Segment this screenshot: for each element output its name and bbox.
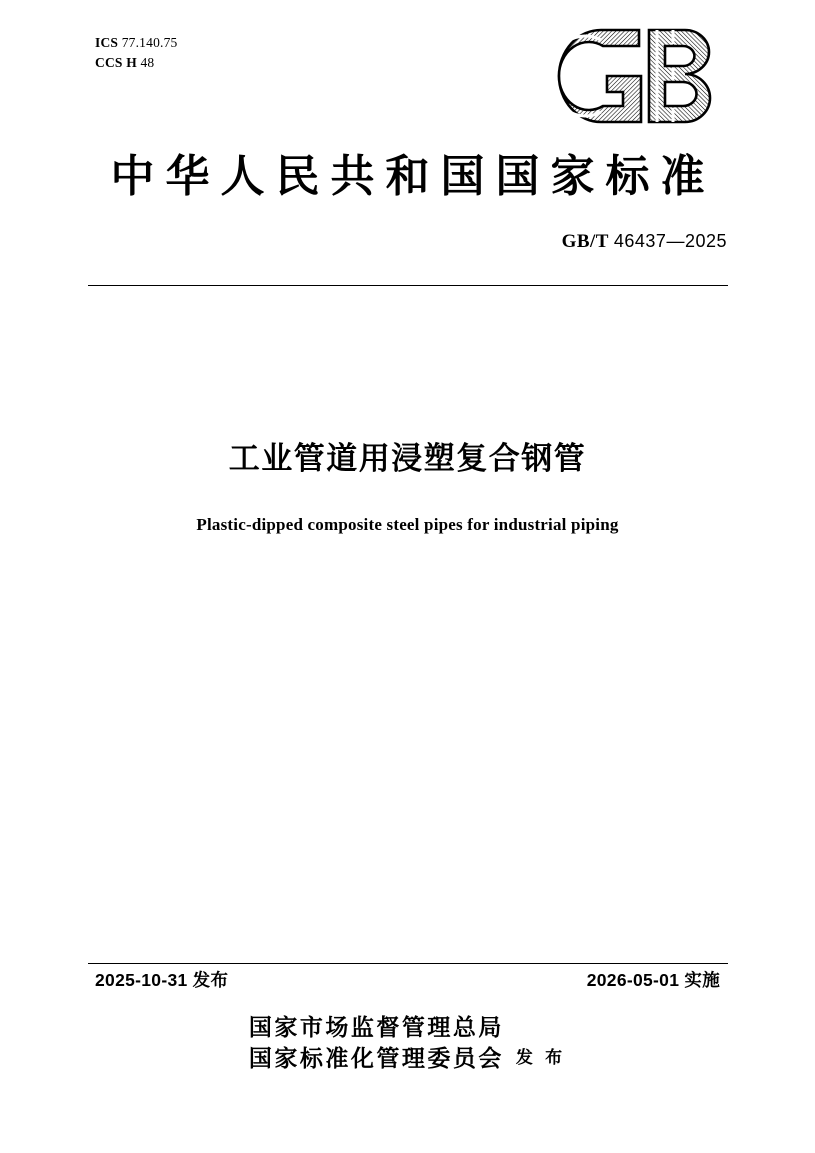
divider-bottom	[88, 963, 728, 964]
divider-top	[88, 285, 728, 286]
ccs-value: 48	[140, 54, 155, 70]
ccs-code-line	[95, 53, 178, 73]
document-title-chinese: 工业管道用浸塑复合钢管	[228, 441, 587, 476]
publish-label: 发 布	[515, 1048, 567, 1068]
classification-codes	[95, 33, 178, 72]
ics-label: ICS	[95, 35, 119, 50]
issuer-names	[249, 1012, 504, 1074]
standard-number-value: 46437—2025	[613, 231, 727, 251]
document-title-english: Plastic-dipped composite steel pipes for industrial piping	[196, 515, 619, 534]
standard-number-prefix: GB/T	[561, 231, 609, 252]
issuer-line-2: 国家标准化管理委员会	[248, 1046, 504, 1072]
standard-number	[562, 231, 727, 253]
ics-code-line	[95, 33, 178, 53]
ccs-class: H	[126, 54, 137, 70]
ics-value: 77.140.75	[121, 35, 178, 50]
issuer-line-1: 国家市场监督管理总局	[248, 1015, 504, 1040]
page-title: 中华人民共和国国家标准	[110, 152, 716, 201]
effective-date: 2026-05-01 实施	[586, 970, 720, 990]
issuing-organizations	[0, 1012, 815, 1074]
gb-emblem-icon	[557, 26, 727, 126]
issue-date: 2025-10-31 发布	[95, 970, 229, 990]
ccs-label: CCS	[95, 54, 123, 70]
